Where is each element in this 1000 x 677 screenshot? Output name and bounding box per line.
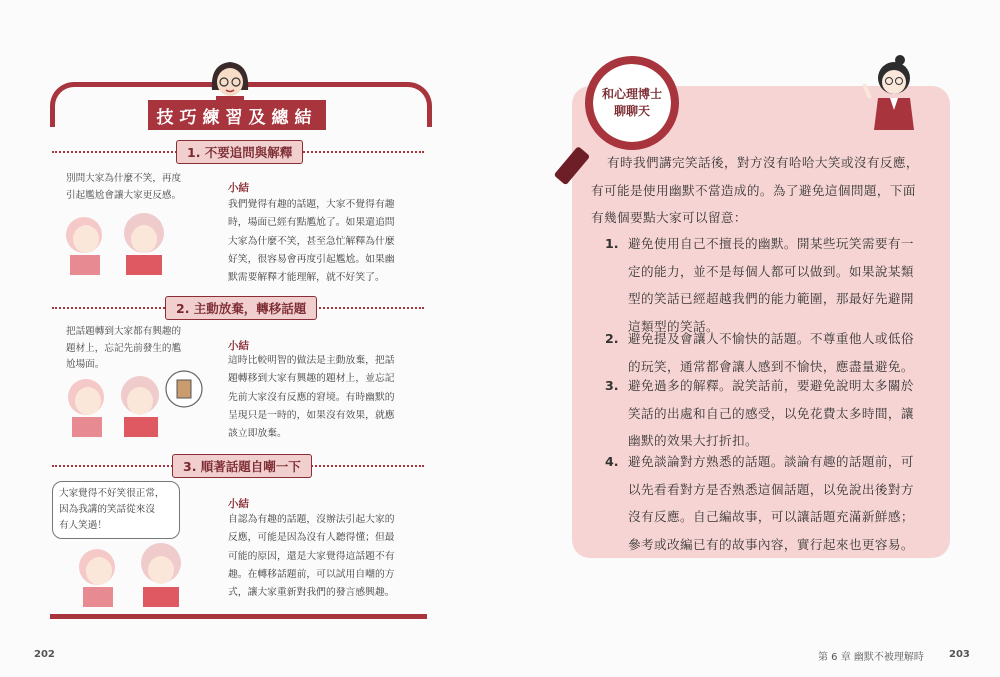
summary-text-2 xyxy=(228,352,395,443)
item-line: 以先看看對方是否熟悉這個話題，以免說出後對方 xyxy=(628,481,914,497)
psychologist-illustration xyxy=(860,54,922,130)
item-line: 避免提及會讓人不愉快的話題。不尊重他人或低俗 xyxy=(628,331,914,346)
intro-line: 有時我們講完笑話後，對方沒有哈哈大笑或沒有反應， xyxy=(607,155,919,170)
item-line: 這類型的笑話。 xyxy=(628,318,719,334)
item-line: 避免談論對方熟悉的話題。談論有趣的話題前，可 xyxy=(628,454,914,469)
summary-title: 小結 xyxy=(228,340,249,352)
summary-title: 小結 xyxy=(228,182,249,194)
summary-text-1 xyxy=(228,196,395,287)
note-line: 引起尷尬會讓大家更反感。 xyxy=(66,189,182,201)
summary-line: 我們覺得有趣的話題，大家不覺得有趣 xyxy=(228,199,395,210)
item-number: 4. xyxy=(605,454,619,469)
section-heading-3: 3. 順著話題自嘲一下 xyxy=(172,454,312,478)
item-line: 型的笑話已經超越我們的能力範圍，那最好先避開 xyxy=(628,291,914,306)
chapter-footer: 第 6 章 幽默不被理解時 xyxy=(818,652,924,663)
tip-item-3 xyxy=(628,372,914,455)
intro-line: 有幾個要點大家可以留意： xyxy=(591,210,747,225)
summary-line: 這時比較明智的做法是主動放棄，把話 xyxy=(228,355,395,366)
item-line: 避免使用自己不擅長的幽默。開某些玩笑需要有一 xyxy=(628,236,914,251)
summary-line: 先前大家沒有反應的窘境。有時幽默的 xyxy=(228,391,395,403)
item-number: 3. xyxy=(605,378,619,393)
summary-text-3 xyxy=(228,511,395,602)
item-line: 參考或改編已有的故事內容，實行起來也更容易。 xyxy=(628,536,914,552)
item-line: 笑話的出處和自己的感受，以免花費太多時間，讓 xyxy=(628,405,914,421)
summary-line: 默需要解釋才能理解，就不好笑了。 xyxy=(228,272,385,284)
frame-bottom-bar xyxy=(50,614,427,619)
summary-line: 該立即放棄。 xyxy=(228,428,287,440)
girls-bubble-tea-illustration xyxy=(58,367,206,437)
bubble-line: 因為我講的笑話從來沒 xyxy=(59,504,155,515)
section-heading-2: 2. 主動放棄，轉移話題 xyxy=(165,296,317,320)
bubble-line: 有人笑過！ xyxy=(59,520,107,531)
intro-paragraph xyxy=(591,149,919,232)
item-number: 1. xyxy=(605,236,619,251)
item-line: 避免過多的解釋。說笑話前，要避免說明太多關於 xyxy=(628,378,914,393)
speech-bubble xyxy=(52,481,180,539)
summary-line: 呈現只是一時的，如果沒有效果，就應 xyxy=(228,409,395,421)
summary-line: 反應，可能是因為沒有人聽得懂；但最 xyxy=(228,532,395,544)
badge-line: 和心理博士 xyxy=(601,87,662,101)
note-line: 把話題轉到大家都有興趣的 xyxy=(66,326,182,337)
tip-item-1 xyxy=(628,230,914,340)
summary-line: 趣。在轉移話題前，可以試用自嘲的方 xyxy=(228,568,395,580)
tip-note-1 xyxy=(66,171,181,204)
badge xyxy=(592,63,672,143)
summary-line: 好笑，很容易會再度引起尷尬。如果幽 xyxy=(228,253,395,265)
item-line: 的玩笑，通常都會讓人感到不愉快，應盡量避免。 xyxy=(628,358,914,374)
tip-item-4 xyxy=(628,448,914,558)
summary-title: 小結 xyxy=(228,498,249,510)
summary-line: 大家為什麼不笑，甚至急忙解釋為什麼 xyxy=(228,235,395,247)
item-line: 幽默的效果大打折扣。 xyxy=(628,433,758,448)
intro-line: 有可能是使用幽默不當造成的。為了避免這個問題，下面 xyxy=(591,182,916,198)
note-line: 題材上，忘記先前發生的尷 xyxy=(66,342,182,354)
summary-line: 式，讓大家重新對我們的發言感興趣。 xyxy=(228,587,395,599)
item-number: 2. xyxy=(605,331,619,346)
bubble-line: 大家覺得不好笑很正常， xyxy=(59,488,165,499)
item-line: 定的能力，並不是每個人都可以做到。如果說某類 xyxy=(628,263,914,279)
item-line: 沒有反應。自己編故事，可以讓話題充滿新鮮感； xyxy=(628,509,914,524)
summary-line: 可能的原因，還是大家覺得這話題不有 xyxy=(228,550,395,562)
badge-line: 聊聊天 xyxy=(613,104,650,118)
page-number-right: 203 xyxy=(949,649,970,660)
summary-line: 題轉移到大家有興趣的題材上，並忘記 xyxy=(228,373,395,385)
girls-self-deprecating-illustration xyxy=(65,537,195,607)
page-title: 技巧練習及總結 xyxy=(148,100,326,130)
note-line: 別問大家為什麼不笑，再度 xyxy=(66,173,182,184)
summary-line: 自認為有趣的話題，沒辦法引起大家的 xyxy=(228,514,395,525)
section-heading-1: 1. 不要追問與解釋 xyxy=(176,140,303,164)
two-girls-illustration xyxy=(52,205,177,275)
summary-line: 時，場面已經有點尷尬了。如果還追問 xyxy=(228,217,395,229)
note-line: 尬場面。 xyxy=(66,359,105,370)
teacher-illustration xyxy=(200,56,260,104)
page-number-left: 202 xyxy=(34,649,55,660)
